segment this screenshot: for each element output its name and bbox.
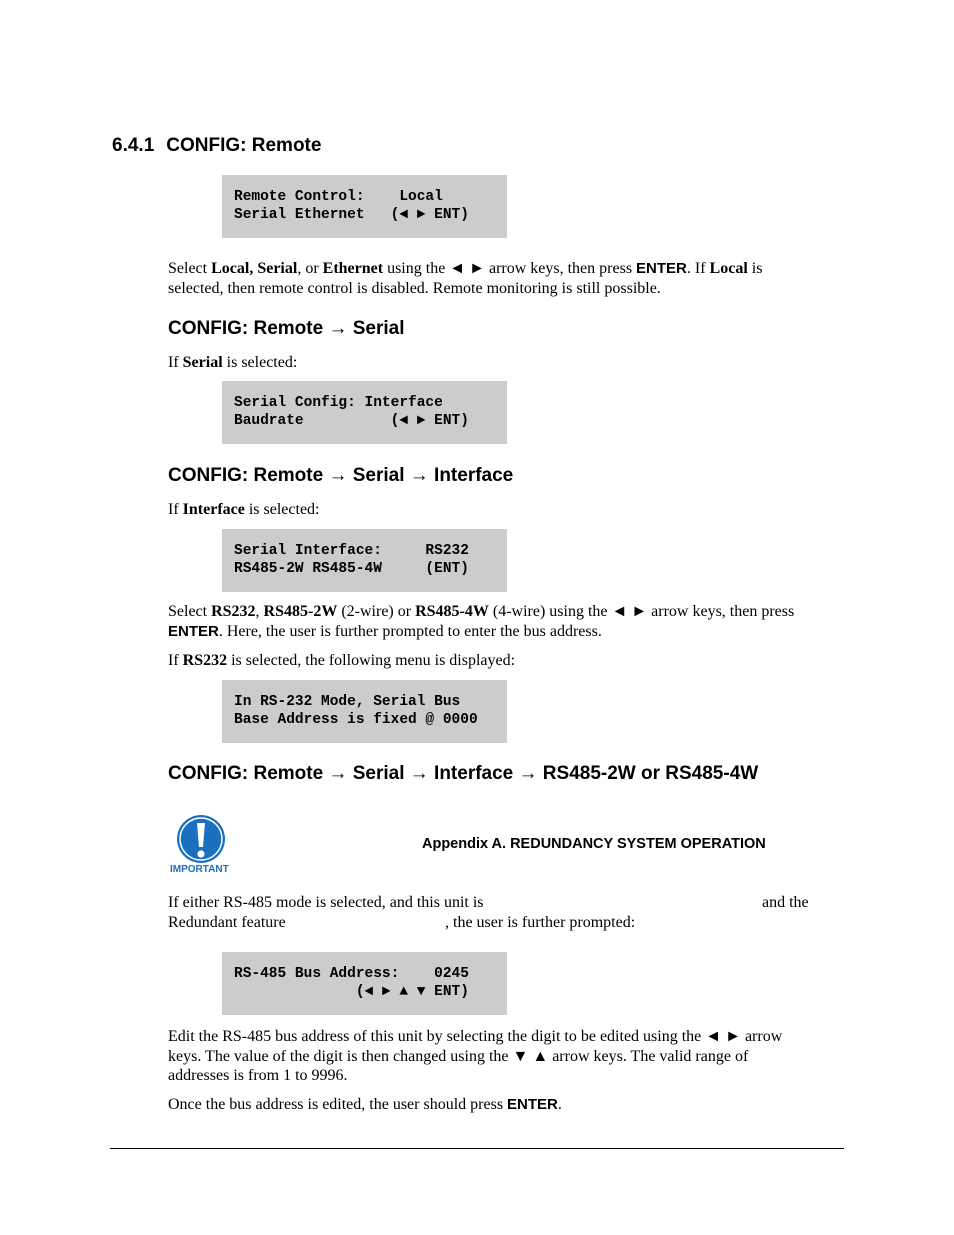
paragraph-rs485-line2: Redundant feature: [168, 914, 286, 931]
text: . Here, the user is further prompted to enter the bus address.: [218, 622, 602, 640]
paragraph-edit-bus-address: [168, 1027, 848, 1086]
lcd-line: RS485-2W RS485-4W (ENT): [234, 561, 469, 577]
text: Once the bus address is edited, the user should press: [168, 1096, 508, 1113]
text: (4-wire) using the ◄ ► arrow keys, then press: [488, 603, 795, 620]
lcd-line: Base Address is fixed @ 0000: [234, 712, 478, 728]
lcd-line: Serial Ethernet (◄ ► ENT): [234, 207, 469, 223]
section-number: 6.4.1: [112, 135, 155, 156]
text: using the ◄ ► arrow keys, then press: [383, 260, 637, 277]
key-label: ENTER: [636, 260, 687, 277]
important-label: IMPORTANT: [170, 864, 229, 875]
bold-term: Local: [709, 260, 748, 277]
lcd-line: Serial Config: Interface: [234, 395, 443, 411]
bold-term: RS232: [182, 652, 228, 669]
bold-term: Local, Serial: [211, 260, 298, 277]
lcd-serial-interface: [222, 529, 507, 592]
paragraph-rs232-selected: [168, 651, 515, 671]
bold-term: Serial: [182, 354, 223, 371]
text: If: [168, 501, 183, 518]
heading-remote-serial-interface: CONFIG: Remote → Serial → Interface: [168, 465, 514, 486]
paragraph-rs485-line1: If either RS-485 mode is selected, and this unit is: [168, 894, 484, 911]
lcd-remote-control: [222, 175, 507, 238]
heading-remote-serial: CONFIG: Remote → Serial: [168, 318, 405, 339]
bold-term: Interface: [182, 501, 245, 518]
text: is selected, then remote control is disabled. Remote monitoring is still possible.: [168, 260, 763, 297]
lcd-rs485-bus-address: [222, 952, 507, 1015]
bold-term: RS232: [211, 603, 256, 620]
paragraph-press-enter: [168, 1095, 562, 1115]
paragraph-serial-selected: [168, 353, 297, 373]
lcd-rs232-mode: [222, 680, 507, 743]
exclamation-icon: [170, 814, 234, 864]
paragraph-select-interface: [168, 602, 848, 641]
text: If: [168, 354, 183, 371]
paragraph-select-remote: [168, 259, 818, 298]
text: . If: [686, 260, 710, 277]
important-notice: [170, 814, 234, 878]
section-heading: [112, 135, 321, 157]
lcd-serial-config: [222, 381, 507, 444]
text-line: Edit the RS-485 bus address of this unit by selecting the digit to be edited using the ◄ ► arrow: [168, 1028, 783, 1045]
appendix-reference: Appendix A. REDUNDANCY SYSTEM OPERATION: [422, 836, 766, 852]
text: , or: [297, 260, 323, 277]
text: Select: [168, 260, 212, 277]
text-line: keys. The value of the digit is then changed using the ▼ ▲ arrow keys. The valid range of: [168, 1047, 749, 1065]
lcd-line: Serial Interface: RS232: [234, 543, 469, 559]
paragraph-interface-selected: [168, 500, 319, 520]
lcd-line: Remote Control: Local: [234, 189, 443, 205]
text: (2-wire) or: [337, 603, 416, 620]
text: is selected:: [222, 354, 298, 371]
text: If: [168, 652, 183, 669]
bold-term: RS485-2W: [263, 603, 338, 620]
text: ,: [255, 603, 264, 620]
section-title: CONFIG: Remote: [166, 135, 322, 156]
paragraph-rs485-line1-end: and the: [762, 894, 809, 911]
heading-remote-serial-interface-rs485: CONFIG: Remote → Serial → Interface → RS485-2W or RS485-4W: [168, 763, 759, 784]
text: is selected:: [244, 501, 320, 518]
paragraph-rs485-line2-end: , the user is further prompted:: [445, 914, 636, 931]
text: Select: [168, 603, 212, 620]
lcd-line: Baudrate (◄ ► ENT): [234, 413, 469, 429]
key-label: ENTER: [507, 1096, 558, 1113]
bold-term: RS485-4W: [415, 603, 489, 620]
text-line: addresses is from 1 to 9996.: [168, 1067, 348, 1084]
lcd-line: RS-485 Bus Address: 0245: [234, 966, 469, 982]
lcd-line: (◄ ► ▲ ▼ ENT): [234, 984, 469, 1000]
bold-term: Ethernet: [322, 260, 384, 277]
text: is selected, the following menu is displayed:: [227, 652, 516, 669]
lcd-line: In RS-232 Mode, Serial Bus: [234, 694, 461, 710]
text: .: [557, 1096, 562, 1113]
footer-divider: [110, 1148, 844, 1149]
key-label: ENTER: [168, 622, 219, 640]
